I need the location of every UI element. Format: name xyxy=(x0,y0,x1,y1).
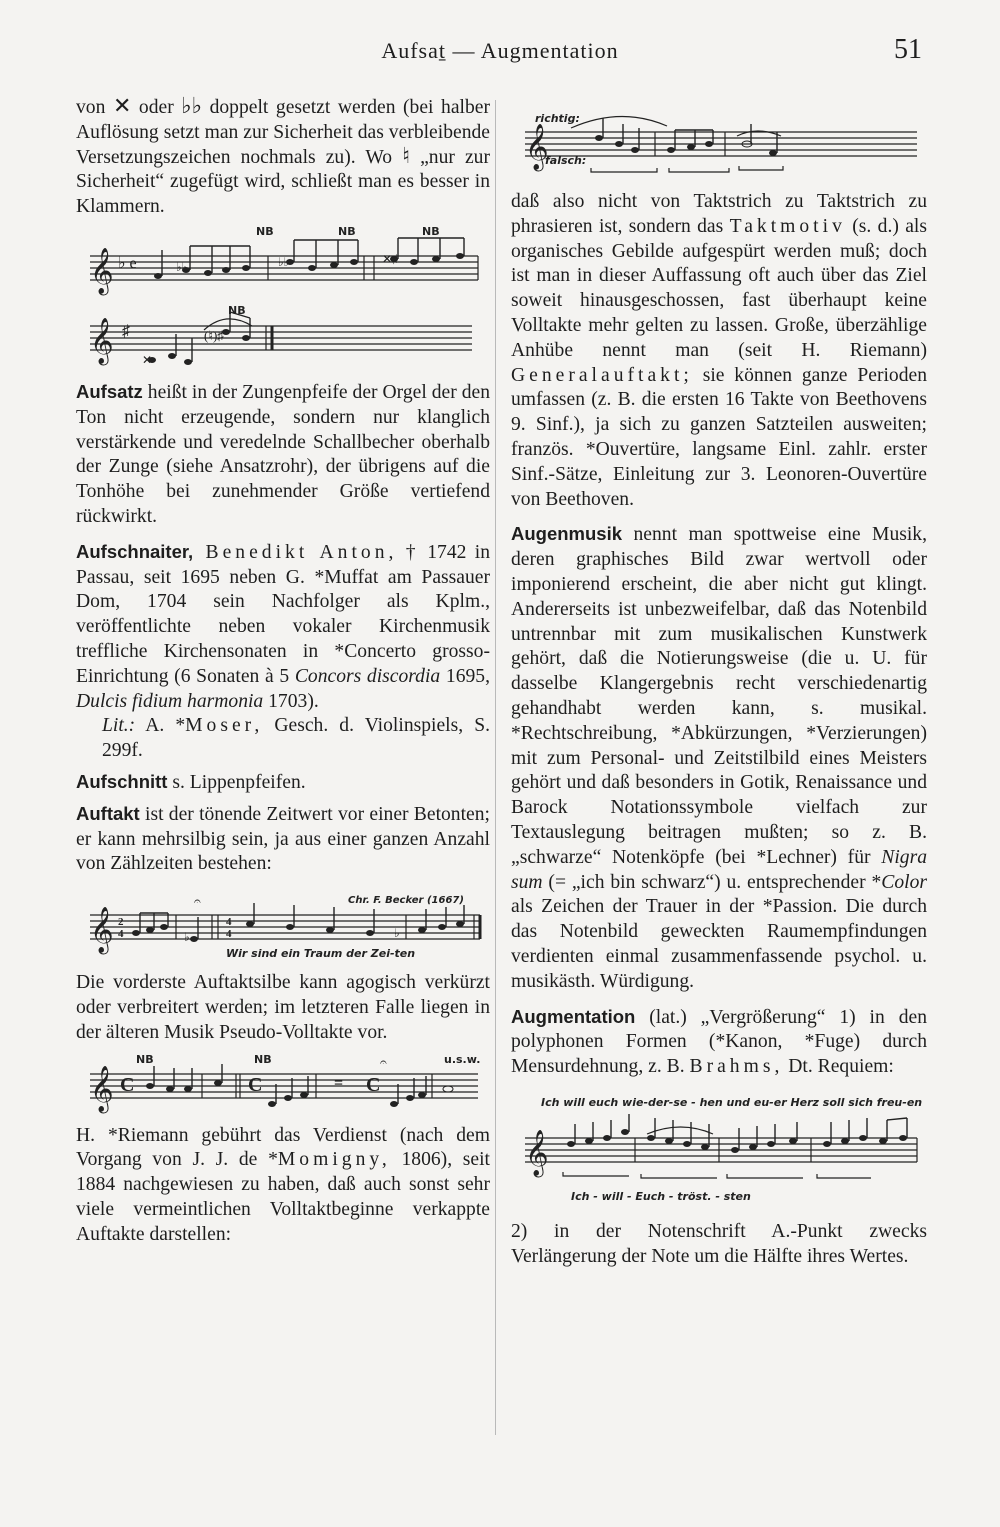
text-augmentation-a: (lat.) „Vergrößerung“ 1) in den polyphonen Formen (*Kanon, *Fuge) durch Mensurdehnung, z. B. xyxy=(511,1006,927,1078)
headword-augenmusik: Augenmusik xyxy=(511,523,623,545)
page-header xyxy=(0,34,1000,74)
music-example-brahms-requiem xyxy=(511,1094,927,1212)
svg-text:C: C xyxy=(120,1073,135,1096)
intro-text-1: von xyxy=(76,97,113,118)
natural-symbol: ♮ xyxy=(402,143,411,169)
literature-aufschnaiter xyxy=(76,714,490,764)
svg-text:✕♯: ✕♯ xyxy=(382,251,399,266)
lit-label: Lit.: xyxy=(102,715,136,737)
music-example-pseudo-volltakt xyxy=(76,1054,490,1116)
staff-example-5 xyxy=(511,106,927,182)
intro-text-4: „nur zur Sicherheit“ zugefügt wird, schließt man es besser in Klammern. xyxy=(76,146,490,218)
music-example-auftakt xyxy=(76,893,490,963)
music-example-accidentals xyxy=(76,226,490,296)
riemann-text-b: 1806), seit 1884 nachgewiesen zu haben, daß auch sonst sehr viele vermeintlichen Volltaktbeginne verkappte Auftakte darstellen: xyxy=(76,1149,490,1245)
nb-mark-5: NB xyxy=(136,1053,154,1066)
svg-text:𝄞: 𝄞 xyxy=(90,317,114,363)
svg-text:♭♭: ♭♭ xyxy=(176,259,188,274)
svg-text:𝄐: 𝄐 xyxy=(380,1054,387,1069)
title-concors-discordia: Concors discordia xyxy=(294,665,441,687)
entry-aufschnitt xyxy=(76,770,490,796)
lyrics-wir-sind-ein-traum: Wir sind ein Traum der Zei-ten xyxy=(226,947,416,961)
entry-auftakt xyxy=(76,802,490,877)
svg-text:4: 4 xyxy=(118,928,124,941)
label-richtig: richtig: xyxy=(535,112,580,125)
text-aufschnaiter-c: 1703). xyxy=(263,690,319,712)
running-title: Aufsaṯ — Augmentation xyxy=(381,38,619,63)
nb-mark-1: NB xyxy=(256,225,274,238)
lyrics-ich-will-euch-troesten: Ich - will - Euch - tröst. - sten xyxy=(571,1189,751,1203)
text-aufsatz: heißt in der Zungenpfeife der Orgel der den Ton nicht erzeugende, sondern nur klanglich verstärkende und veredelnde Schallbecher oberhalb der Zunge (siehe Ansatzrohr), der übrigens auf die Tonhöhe bei zunehmender Größe vertiefend rückwirkt. xyxy=(76,381,490,527)
continuation-text-b: (s. d.) als organisches Gebilde aufgespürt werden muß; doch ist man in dieser Auffassung oft auch über das Ziel soweit hinausgeschossen, fast überhaupt keine Volltakte mehr gelten zu lassen. Große, überzählige Anhübe nennt man (seit H. Riemann) xyxy=(511,215,927,361)
lyrics-ich-will-euch: Ich will euch wie-der-se - hen und eu-er Herz soll sich freu-en xyxy=(541,1095,923,1109)
staff-example-6 xyxy=(511,1094,927,1212)
text-aufschnitt: s. Lippenpfeifen. xyxy=(167,771,306,793)
staff-example-4 xyxy=(76,1054,490,1116)
double-sharp-symbol: ✕ xyxy=(112,94,132,119)
column-divider xyxy=(495,100,496,1435)
svg-text:𝄞: 𝄞 xyxy=(90,907,114,953)
text-augmentation-b: Dt. Requiem: xyxy=(783,1056,894,1078)
staff-example-3 xyxy=(76,893,490,963)
headword-aufsatz: Aufsatz xyxy=(76,380,143,402)
title-nigra-sum: Nigra sum xyxy=(511,846,927,893)
staff-example-2 xyxy=(76,304,490,372)
headword-aufschnaiter: Aufschnaiter, xyxy=(76,540,194,562)
svg-text:𝄞: 𝄞 xyxy=(90,1065,114,1111)
nb-mark-2: NB xyxy=(338,225,356,238)
svg-text:C: C xyxy=(366,1073,381,1096)
nb-mark-3: NB xyxy=(422,225,440,238)
term-generalauftakt: Generalauftakt; xyxy=(511,364,693,386)
headword-auftakt: Auftakt xyxy=(76,802,140,824)
title-dulcis-fidium-harmonia: Dulcis fidium harmonia xyxy=(76,690,264,712)
right-column xyxy=(511,106,927,1269)
text-aufschnaiter-a: † 1742 in Passau, seit 1695 neben G. *Muffat am Passauer Dom, 1704 sein Nachfolger als Kplm., veröffentlichte neben vokaler Kirchenmusik treffliche Kirchensonaten in *Concerto grosso-Einrichtung (6 Sonaten à 5 xyxy=(76,541,490,687)
continuation-text-c: sie können ganze Perioden umfassen (z. B. die ersten 16 Takte von Beethovens 9. Sinf.), ja sich zu ganzen Satzteilen ausweiten; französ. *Ouvertüre, langsame Einl. zahlr. erster Sinf.-Sätze, Einleitung zur 3. Leonoren-Ouvertüre von Beethoven. xyxy=(511,364,927,510)
svg-text:♭ e: ♭ e xyxy=(118,254,137,272)
svg-text:4: 4 xyxy=(226,928,232,941)
nb-mark-4: NB xyxy=(228,303,246,317)
page-number: 51 xyxy=(894,34,922,65)
svg-text:♯: ♯ xyxy=(122,322,130,340)
text-augenmusik-c: als Zeichen der Trauer in der *Passion. Die durch das Notenbild geweckten Raumempfindungen verdienten einmal zusammenfassende psychol. u. musikästh. Würdigung. xyxy=(511,896,927,992)
svg-text:𝄞: 𝄞 xyxy=(525,1129,549,1175)
entry-augenmusik xyxy=(511,522,927,994)
entry-augmentation xyxy=(511,1005,927,1080)
auftakt-continuation xyxy=(511,190,927,512)
augmentation-paragraph-2: 2) in der Notenschrift A.-Punkt zwecks Verlängerung der Note um die Hälfte ihres Wertes. xyxy=(511,1220,927,1267)
svg-text:4: 4 xyxy=(226,916,232,929)
headword-augmentation: Augmentation xyxy=(511,1005,636,1027)
continuation-text-a: daß also nicht von Taktstrich zu Taktstrich zu phrasieren ist, sondern das xyxy=(511,191,927,237)
entry-aufsatz xyxy=(76,380,490,530)
music-example-bracketed-accidental xyxy=(76,304,490,372)
name-momigny: Momigny, xyxy=(277,1149,391,1171)
staff-example-1 xyxy=(76,226,490,296)
left-column xyxy=(76,96,490,1248)
svg-text:𝄞: 𝄞 xyxy=(525,124,549,169)
name-brahms: Brahms, xyxy=(689,1056,784,1078)
name-benedikt-anton: Benedikt Anton, xyxy=(193,541,398,563)
lit-name-moser: Moser, xyxy=(185,715,264,737)
text-augenmusik-b: (= „ich bin schwarz“) u. entsprechender * xyxy=(542,871,882,893)
svg-text:♭: ♭ xyxy=(184,930,190,945)
entry-aufschnaiter xyxy=(76,540,490,715)
headword-aufschnitt: Aufschnitt xyxy=(76,770,168,792)
term-color: Color xyxy=(881,871,927,893)
svg-text:♭: ♭ xyxy=(394,926,400,941)
riemann-text-a: H. *Riemann gebührt das Verdienst (nach dem Vorgang von J. J. de * xyxy=(76,1124,490,1171)
attribution-becker: Chr. F. Becker (1667) xyxy=(348,895,464,907)
nb-mark-6: NB xyxy=(254,1053,272,1066)
text-auftakt: ist der tönende Zeitwert vor einer Betonten; er kann mehrsilbig sein, ja aus einer ganzen Anzahl von Zählzeiten bestehen: xyxy=(76,803,490,875)
intro-text-3: doppelt gesetzt werden (bei halber Auflösung setzt man zur Sicherheit das verbleibende Versetzungszeichen nochmals zu). Wo xyxy=(76,97,490,168)
svg-text:♭♭: ♭♭ xyxy=(278,254,290,269)
intro-text-2: oder xyxy=(131,97,182,118)
auftakt-paragraph-3 xyxy=(76,1124,490,1248)
music-example-richtig-falsch xyxy=(511,106,927,182)
auftakt-paragraph-2: Die vorderste Auftaktsilbe kann agogisch verkürzt oder verbreitert werden; im letzteren Falle liegen in der älteren Musik Pseudo-Volltakte vor. xyxy=(76,972,490,1043)
lit-text-b: Gesch. d. Violinspiels, S. 299f. xyxy=(102,715,491,762)
term-taktmotiv: Taktmotiv xyxy=(729,215,846,237)
svg-text:=: = xyxy=(334,1074,344,1092)
svg-text:(♮)♯: (♮)♯ xyxy=(204,327,224,343)
lit-text-a: A. * xyxy=(135,715,186,737)
svg-text:C: C xyxy=(248,1073,263,1096)
svg-text:𝄐: 𝄐 xyxy=(194,894,201,909)
text-augenmusik-a: nennt man spottweise eine Musik, deren graphisches Bild zwar wertvoll oder imponierend erscheint, die aber nicht gut klingt. Andererseits ist unbezweifelbar, daß das Notenbild untrennbar mit zum musikalischen Kunstwerk gehört, daß die Notierungsweise (die u. U. für dasselbe Klangergebnis recht verschiedenartig gehandhabt werden kann, s. musikal. *Rechtschreibung, *Abkürzungen, *Verzierungen) mit zum Personal- und Zeitstilbild eines Meisters gehört und daß besonders in Gotik, Renaissance und Barock Notationssymbole vielfach zur Textauslegung beitragen mußten; so z. B. „schwarze“ Notenköpfe (bei *Lechner) für xyxy=(511,524,927,868)
intro-paragraph xyxy=(76,96,490,220)
svg-text:2: 2 xyxy=(118,916,124,929)
svg-text:✕: ✕ xyxy=(142,352,153,367)
svg-text:𝄞: 𝄞 xyxy=(90,247,114,293)
label-falsch: falsch: xyxy=(545,154,587,167)
usw-mark: u.s.w. xyxy=(444,1053,481,1066)
double-flat-symbol: ♭♭ xyxy=(181,94,203,119)
text-aufschnaiter-b: 1695, xyxy=(440,665,490,687)
